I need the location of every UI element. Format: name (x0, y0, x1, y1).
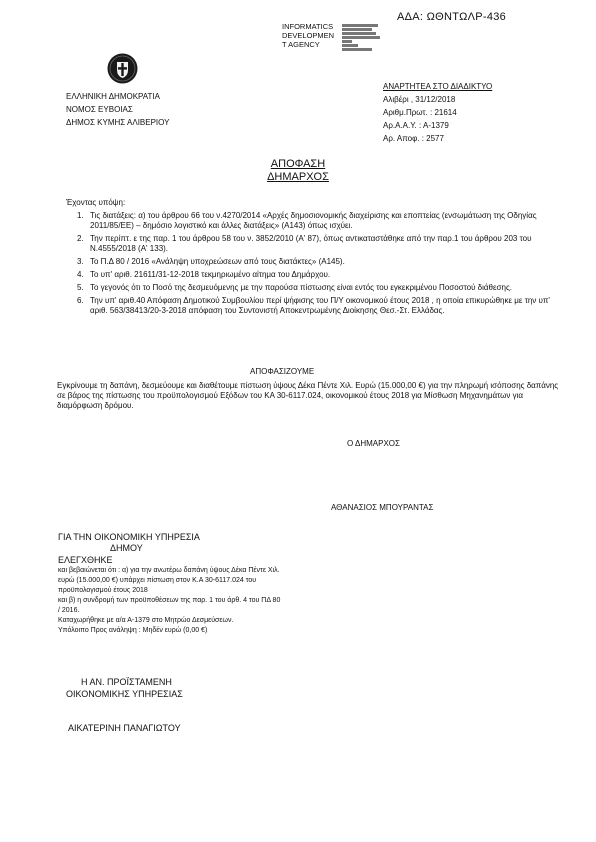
item-text: Το γεγονός ότι το Ποσό της δεσμευόμενης με την παρούσα πίστωσης είναι εντός του εγκεκριμένου Ποσοστού διάθεσης. (90, 283, 513, 292)
iris-title-line: DEVELOPMEN (282, 31, 335, 40)
ada-code: ΑΔΑ: ΩΘΝΤΩΛΡ-436 (397, 11, 507, 23)
list-item (77, 296, 557, 316)
issuer-block (66, 90, 169, 129)
item-number: 6. (77, 296, 84, 305)
protocol-number: Αριθμ.Πρωτ. : 21614 (383, 108, 457, 117)
item-number: 5. (77, 283, 84, 292)
item-number: 4. (77, 270, 84, 279)
item-number: 2. (77, 234, 84, 243)
publish-note: ΑΝΑΡΤΗΤΕΑ ΣΤΟ ΔΙΑΔΙΚΤΥΟ (383, 82, 493, 91)
finance-checked: ΕΛΕΓΧΘΗΚΕ (58, 555, 113, 565)
decision-body: Εγκρίνουμε τη δαπάνη, δεσμεύουμε και διαθέτουμε πίστωση ύψους Δέκα Πέντε Χιλ. Ευρώ (15.000,00 €) για την πληρωμή ισόποσης δαπάνης σε βάρος της πίστωσης του προϋπολογισμού Εξόδων του ΚΑ 30-6117.024, οικονομικού έτους 2018 για Μίσθωση Μηχανημάτων για διαμόρφωση δρόμου. (57, 381, 559, 410)
finance-head-role-line: Η ΑΝ. ΠΡΟΪΣΤΑΜΕΝΗ (81, 677, 172, 687)
decision-title (260, 158, 336, 184)
finance-line: ευρώ (15.000,00 €) υπάρχει πίστωση στον Κ.Α 30-6117.024 του (58, 577, 257, 584)
document-meta (383, 80, 492, 145)
iris-fine-print (342, 23, 380, 52)
aay-number: Αρ.Α.Α.Υ. : Α-1379 (383, 121, 449, 130)
finance-head-name: ΑΙΚΑΤΕΡΙΝΗ ΠΑΝΑΓΙΩΤΟΥ (68, 723, 181, 733)
item-text: Την περίπτ. ε της παρ. 1 του άρθρου 58 του ν. 3852/2010 (Α' 87), όπως αντικαταστάθηκε από την παρ.1 του άρθρου 203 του Ν.4555/2018 (Α' 133). (90, 234, 532, 253)
greek-coat-of-arms-icon (107, 53, 138, 84)
finance-heading-municipality: ΔΗΜΟΥ (110, 543, 143, 553)
considering-label: Έχοντας υπόψη: (66, 198, 126, 207)
finance-service-block (58, 532, 280, 636)
list-item (77, 270, 557, 280)
list-item (77, 211, 557, 231)
item-text: Το Π.Δ 80 / 2016 «Ανάληψη υποχρεώσεων από τους διατάκτες» (Α145). (90, 257, 345, 266)
issuer-line: ΝΟΜΟΣ ΕΥΒΟΙΑΣ (66, 105, 133, 114)
item-text: Την υπ' αριθ.40 Απόφαση Δημοτικού Συμβουλίου περί ψήφισης του Π/Υ οικονομικού έτους 2018 , η οποία επικυρώθηκε με την υπ' αριθ. 563/38413/20-3-2018 απόφαση του Συντονιστή Αποκεντρωμένης Διοίκησης Θεσ.-Στ. Ελλάδας. (90, 296, 550, 315)
list-item (77, 283, 557, 293)
item-number: 1. (77, 211, 84, 220)
signatory-name: ΑΘΑΝΑΣΙΟΣ ΜΠΟΥΡΑΝΤΑΣ (331, 503, 434, 512)
finance-heading: ΓΙΑ ΤΗΝ ΟΙΚΟΝΟΜΙΚΗ ΥΠΗΡΕΣΙΑ (58, 532, 200, 542)
item-text: Τις διατάξεις: α) του άρθρου 66 του ν.4270/2014 «Αρχές δημοσιονομικής διαχείρισης και εποπτείας (ενσωμάτωση της Οδηγίας 2011/85/ΕΕ) – δημόσιο λογιστικό και άλλες διατάξεις» (Α143) όπως ισχύει. (90, 211, 537, 230)
finance-line: και β) η συνδρομή των προϋποθέσεων της παρ. 1 του άρθ. 4 του ΠΔ 80 (58, 597, 281, 604)
signatory-role: Ο ΔΗΜΑΡΧΟΣ (347, 439, 400, 448)
finance-head-role (66, 676, 183, 700)
issuer-line: ΔΗΜΟΣ ΚΥΜΗΣ ΑΛΙΒΕΡΙΟΥ (66, 118, 170, 127)
item-text: Το υπ' αριθ. 21611/31-12-2018 τεκμηριωμένο αίτημα του Δημάρχου. (90, 270, 331, 279)
list-item (77, 257, 557, 267)
finance-line: Καταχωρήθηκε με α/α Α-1379 στο Μητρώο Δεσμεύσεων. (58, 617, 234, 624)
finance-line: και βεβαιώνεται ότι : α) για την ανωτέρω δαπάνη ύψους Δέκα Πέντε Χιλ. (58, 567, 280, 574)
decision-number: Αρ. Αποφ. : 2577 (383, 134, 444, 143)
document-date: Αλιβέρι , 31/12/2018 (383, 95, 456, 104)
list-item (77, 234, 557, 254)
iris-agency-title (282, 22, 334, 49)
finance-line: Υπόλοιπο Προς ανάληψη : Μηδέν ευρώ (0,00 €) (58, 627, 208, 634)
finance-line: προϋπολογισμού έτους 2018 (58, 587, 148, 594)
iris-title-line: INFORMATICS (282, 22, 334, 31)
we-decide-heading: ΑΠΟΦΑΣΙΖΟΥΜΕ (250, 367, 315, 376)
considering-list (77, 211, 557, 319)
decision-title-sub: ΔΗΜΑΡΧΟΣ (267, 171, 329, 183)
finance-head-role-line: ΟΙΚΟΝΟΜΙΚΗΣ ΥΠΗΡΕΣΙΑΣ (66, 689, 183, 699)
finance-line: / 2016. (58, 607, 80, 614)
item-number: 3. (77, 257, 84, 266)
iris-title-line: T AGENCY (282, 40, 320, 49)
decision-title-main: ΑΠΟΦΑΣΗ (270, 158, 326, 170)
issuer-line: ΕΛΛΗΝΙΚΗ ΔΗΜΟΚΡΑΤΙΑ (66, 92, 160, 101)
